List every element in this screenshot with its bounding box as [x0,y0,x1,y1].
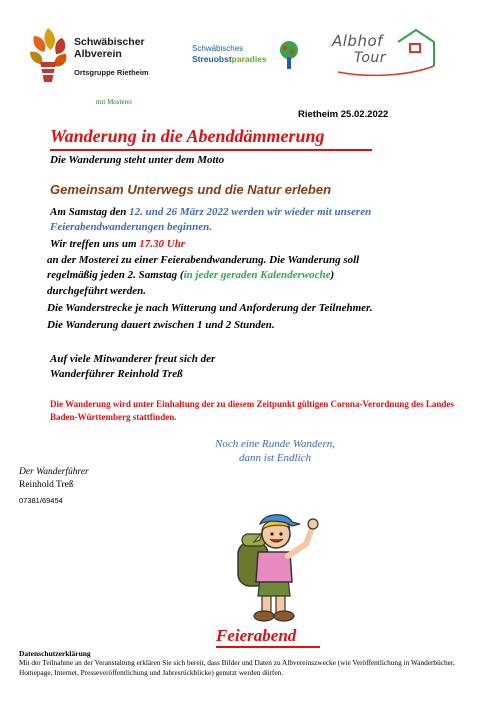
event-dates: 12. und 26 März 2022 [129,206,229,218]
closing-line2: dann ist Endlich [238,452,312,464]
feierabend-underline [216,646,320,648]
paragraph-dates: Am Samstag den 12. und 26 März 2022 werden wir wieder mit unseren [50,206,372,218]
streuobst-line1: Schwäbisches [192,44,244,53]
paragraph-dates-cont: Feierabendwanderungen beginnen. [50,221,212,233]
closing-line1: Noch eine Runde Wandern, [215,438,335,450]
motto-intro: Die Wanderung steht unter dem Motto [50,154,225,166]
signature-role: Der Wanderführer [19,467,89,477]
signature-phone: 07381/69454 [19,496,63,505]
signature-name: Reinhold Treß [19,480,74,490]
closing-text [180,437,370,465]
title-underline [50,149,372,151]
tour-text: Tour [354,50,387,66]
meeting-time: 17.30 Uhr [139,238,186,250]
paragraph-schedule: regelmäßig jeden 2. Samstag (in jeder geraden Kalenderwoche) [47,269,335,281]
streuobst-line2: Streuobstparadies [192,54,267,64]
date-line: Rietheim 25.02.2022 [298,109,389,120]
calendar-week-note: in jeder geraden Kalenderwoche [183,269,331,281]
albverein-logo [22,22,172,112]
albhof-tour-logo [328,28,440,82]
paragraph-schedule-cont: durchgeführt werden. [47,285,147,297]
tree-icon [278,40,300,70]
hiker-girl-icon [228,508,328,626]
albverein-name: Schwäbischer Albverein [74,36,145,60]
paragraph-guide: Wanderführer Reinhold Treß [50,368,183,380]
albverein-group: Ortsgruppe Rietheim [74,68,149,77]
paragraph-invite: Auf viele Mitwanderer freut sich der [50,353,216,365]
corona-notice: Die Wanderung wird unter Einhaltung der zu diesem Zeitpunkt gültigen Corona-Verordnung des Landes Baden-Württemberg stattfinden. [50,399,454,422]
feierabend-heading: Feierabend [216,626,297,645]
paragraph-duration: Die Wanderung dauert zwischen 1 und 2 Stunden. [47,319,275,331]
privacy-title: Datenschutzerklärung [19,649,91,658]
page-title: Wanderung in die Abenddämmerung [50,126,325,146]
autumn-leaves-icon [26,26,70,86]
motto-heading: Gemeinsam Unterwegs und die Natur erleben [50,182,332,197]
paragraph-time: Wir treffen uns um 17.30 Uhr [50,238,186,250]
albverein-mosterei: mit Mosterei [96,98,132,106]
streuobstparadies-logo [188,40,300,74]
paragraph-route: Die Wanderstrecke je nach Witterung und Anforderung der Teilnehmer. [47,302,373,314]
paragraph-location: an der Mosterei zu einer Feierabendwanderung. Die Wanderung soll [47,254,360,266]
albhof-text: Albhof [332,32,383,50]
privacy-text: Mit der Teilnahme an der Veranstaltung erklären Sie sich bereit, dass Bilder und Daten zu Albvereinszwecke (wie Veröffentlichung in Wanderbücher, Homepage, Internet, Presseveröffentlichung und Jahresrückblicke) genutzt werden dürfen. [19,658,455,677]
